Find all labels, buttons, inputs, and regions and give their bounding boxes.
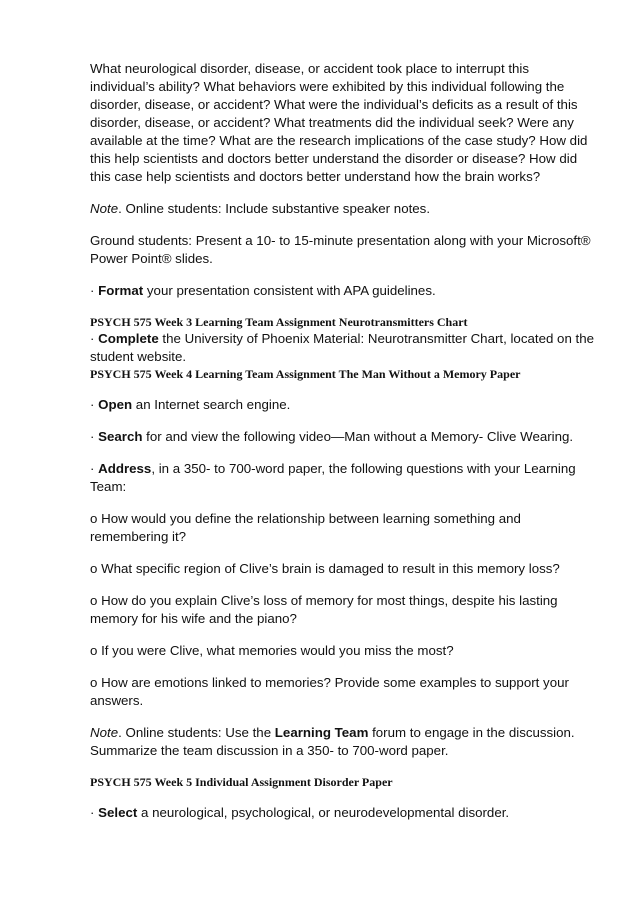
week3-heading: PSYCH 575 Week 3 Learning Team Assignment Neurotransmitters Chart (90, 315, 468, 329)
format-item (90, 282, 595, 300)
note-text-before: . Online students: Use the (118, 725, 275, 740)
question-item: o How are emotions linked to memories? Provide some examples to support your answers. (90, 675, 569, 708)
bullet: · (90, 461, 99, 476)
question-item: o How would you define the relationship between learning something and remembering it? (90, 511, 521, 544)
bullet: · (90, 397, 99, 412)
question-item: o What specific region of Clive’s brain is damaged to result in this memory loss? (90, 561, 560, 576)
format-keyword: Format (98, 283, 144, 298)
week4-note (90, 724, 595, 760)
search-keyword: Search (98, 429, 143, 444)
select-text: a neurological, psychological, or neurodevelopmental disorder. (137, 805, 510, 820)
address-text: , in a 350- to 700-word paper, the following questions with your Learning Team: (90, 461, 576, 494)
open-keyword: Open (98, 397, 133, 412)
select-item (90, 804, 595, 822)
learning-team-keyword: Learning Team (274, 725, 369, 740)
open-item (90, 396, 595, 414)
select-keyword: Select (98, 805, 138, 820)
bullet: · (90, 331, 99, 346)
note-text: . Online students: Include substantive speaker notes. (118, 201, 431, 216)
note-label: Note (90, 201, 119, 216)
intro-paragraph: What neurological disorder, disease, or accident took place to interrupt this individual’s ability? What behaviors were exhibited by this individual following the disorder, disease, or accident? What were the individual’s deficits as a result of this disorder, disease, or accident? What treatments did the individual seek? Were any available at the time? What are the research implications of the case study? How did this help scientists and doctors better understand the disorder or disease? How did this case help scientists and doctors better understand how the brain works? (90, 61, 588, 184)
format-text: your presentation consistent with APA guidelines. (143, 283, 436, 298)
week5-heading: PSYCH 575 Week 5 Individual Assignment Disorder Paper (90, 775, 393, 789)
address-keyword: Address (98, 461, 152, 476)
bullet: · (90, 283, 99, 298)
address-item (90, 460, 595, 496)
note-text-after: forum to engage in the discussion. Summarize the team discussion in a 350- to 700-word paper. (90, 725, 575, 758)
search-item (90, 428, 595, 446)
week3-complete-item (90, 330, 595, 366)
week4-heading: PSYCH 575 Week 4 Learning Team Assignment The Man Without a Memory Paper (90, 367, 521, 381)
bullet: · (90, 429, 99, 444)
complete-text: the University of Phoenix Material: Neurotransmitter Chart, located on the student website. (90, 331, 595, 364)
ground-students-paragraph: Ground students: Present a 10- to 15-minute presentation along with your Microsoft® Power Point® slides. (90, 233, 591, 266)
note-online-students (90, 200, 595, 218)
open-text: an Internet search engine. (132, 397, 291, 412)
question-item: o How do you explain Clive’s loss of memory for most things, despite his lasting memory for his wife and the piano? (90, 593, 558, 626)
bullet: · (90, 805, 99, 820)
search-text: for and view the following video—Man without a Memory- Clive Wearing. (142, 429, 574, 444)
complete-keyword: Complete (98, 331, 159, 346)
question-item: o If you were Clive, what memories would you miss the most? (90, 643, 454, 658)
note-label: Note (90, 725, 119, 740)
document-page (90, 60, 595, 836)
